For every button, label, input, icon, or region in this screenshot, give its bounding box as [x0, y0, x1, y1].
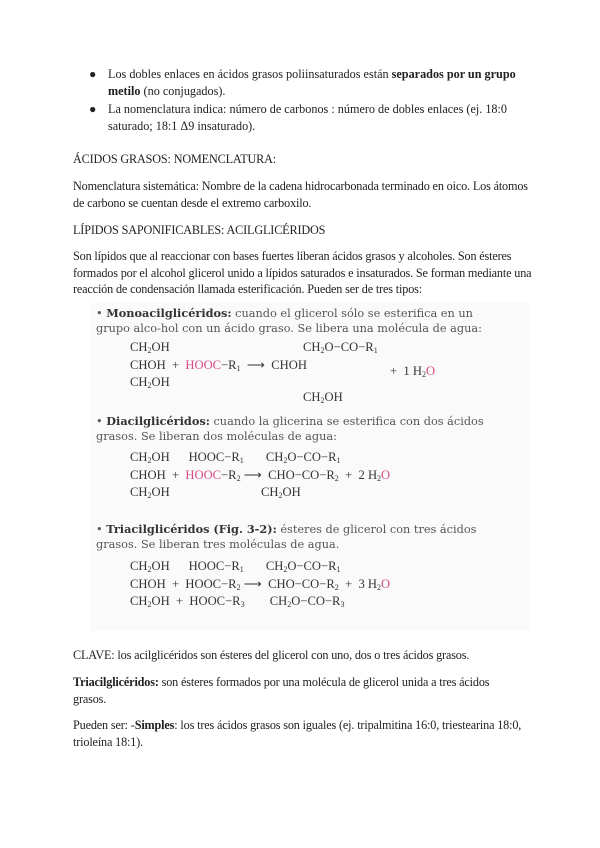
bullet-bold: separados por un grupo metilo [108, 67, 516, 98]
simples-paragraph: Pueden ser: -Simples: los tres ácidos grasos son iguales (ej. tripalmitina 16:0, triestearina 18:0, trioleína 18:1). [73, 718, 522, 749]
tri-intro: • Triacilglicéridos (Fig. 3-2): ésteres de glicerol con tres ácidos grasos. Se liberan tres moléculas de agua. [96, 522, 477, 551]
paragraph-nomenclature: Nomenclatura sistemática: Nombre de la cadena hidrocarbonada terminado en oico. Los átomos de carbono se cuentan desde el extremo carboxilo. [73, 179, 528, 210]
triacil-paragraph: Triacilglicéridos: son ésteres formados por una molécula de glicerol unida a tres ácidos grasos. [73, 675, 490, 706]
bullet-text: (no conjugados). [140, 83, 226, 98]
equation-di: $CH_2OH$ $HOOC-R_1$ $CH_2O-CO-R_1$ CHOH + $HOOC-R_2$ ⟶ $CHO-CO-R_2 + 2$ $H_2O$ $CH_2OH$ $CH_2OH$ [130, 450, 391, 500]
bullet-list [80, 66, 520, 136]
acylglyceride-figure: • Monoacilglicéridos: cuando el glicerol sólo se esterifica en un grupo alco-hol con un ácido graso. Se libera una molécula de agua: $CH_2OH$ CHOH + $HOOC-R_1$ ⟶ CHOH $CH_2OH$ $CH_2O-CO-R_1$ $CH_2OH$ + 1 $H_2O$ • Diacilglicéridos: cuando la glicerina se esterifica con dos ácidos grasos. Se liberan dos moléculas de agua: $CH_2OH$ $HOOC-R_1$ $CH_2O-CO-R_1$ CHOH + $HOOC-R_2$ ⟶ $CHO-CO-R_2 + 2$ $H_2O$ $CH_2OH$ $CH_2OH$ • Triacilglicéridos (Fig. 3-2): ésteres de glicerol con tres ácidos grasos. Se liberan tres moléculas de agua. $CH_2OH$ $HOOC-R_1$ $CH_2O-CO-R_1$ CHOH + $HOOC-R_2$ ⟶ $CHO-CO-R_2 + 3$ $H_2O$ $CH_2OH$ + $HOOC-R_3$ $CH_2O-CO-R_3$ [90, 303, 530, 631]
bullet-item [80, 66, 520, 99]
paragraph-lipids: Son lípidos que al reaccionar con bases fuertes liberan ácidos grasos y alcoholes. Son ésteres formados por el alcohol glicerol unido a lípidos saturados e insaturados. Se forman mediante una reacción de condensación llamada esterificación. Pueden ser de tres tipos: [73, 249, 532, 296]
mono-intro: • Monoacilglicéridos: cuando el glicerol sólo se esterifica en un grupo alco-hol con un ácido graso. Se libera una molécula de agua: [96, 306, 482, 335]
bullet-item [80, 101, 520, 134]
heading-lipids: LÍPIDOS SAPONIFICABLES: ACILGLICÉRIDOS [73, 223, 326, 237]
bullet-icon: ● [89, 102, 97, 116]
bullet-text: Los dobles enlaces en ácidos grasos poliinsaturados están [108, 67, 392, 81]
clave-paragraph: CLAVE: los acilglicéridos son ésteres del glicerol con uno, dos o tres ácidos grasos. [73, 648, 470, 662]
bullet-text: La nomenclatura indica: número de carbonos : número de dobles enlaces (ej. 18:0 saturado; 18:1 Δ9 insaturado). [108, 102, 507, 133]
di-intro: • Diacilglicéridos: cuando la glicerina se esterifica con dos ácidos grasos. Se liberan dos moléculas de agua: [96, 414, 484, 443]
heading-nomenclature: ÁCIDOS GRASOS: NOMENCLATURA: [73, 152, 277, 166]
equation-tri: $CH_2OH$ $HOOC-R_1$ $CH_2O-CO-R_1$ CHOH + $HOOC-R_2$ ⟶ $CHO-CO-R_2 + 3$ $H_2O$ $CH_2OH$ + $HOOC-R_3$ $CH_2O-CO-R_3$ [130, 559, 391, 609]
bullet-icon: ● [89, 67, 97, 81]
equation-mono: $CH_2OH$ CHOH + $HOOC-R_1$ ⟶ CHOH $CH_2OH$ [130, 340, 307, 390]
